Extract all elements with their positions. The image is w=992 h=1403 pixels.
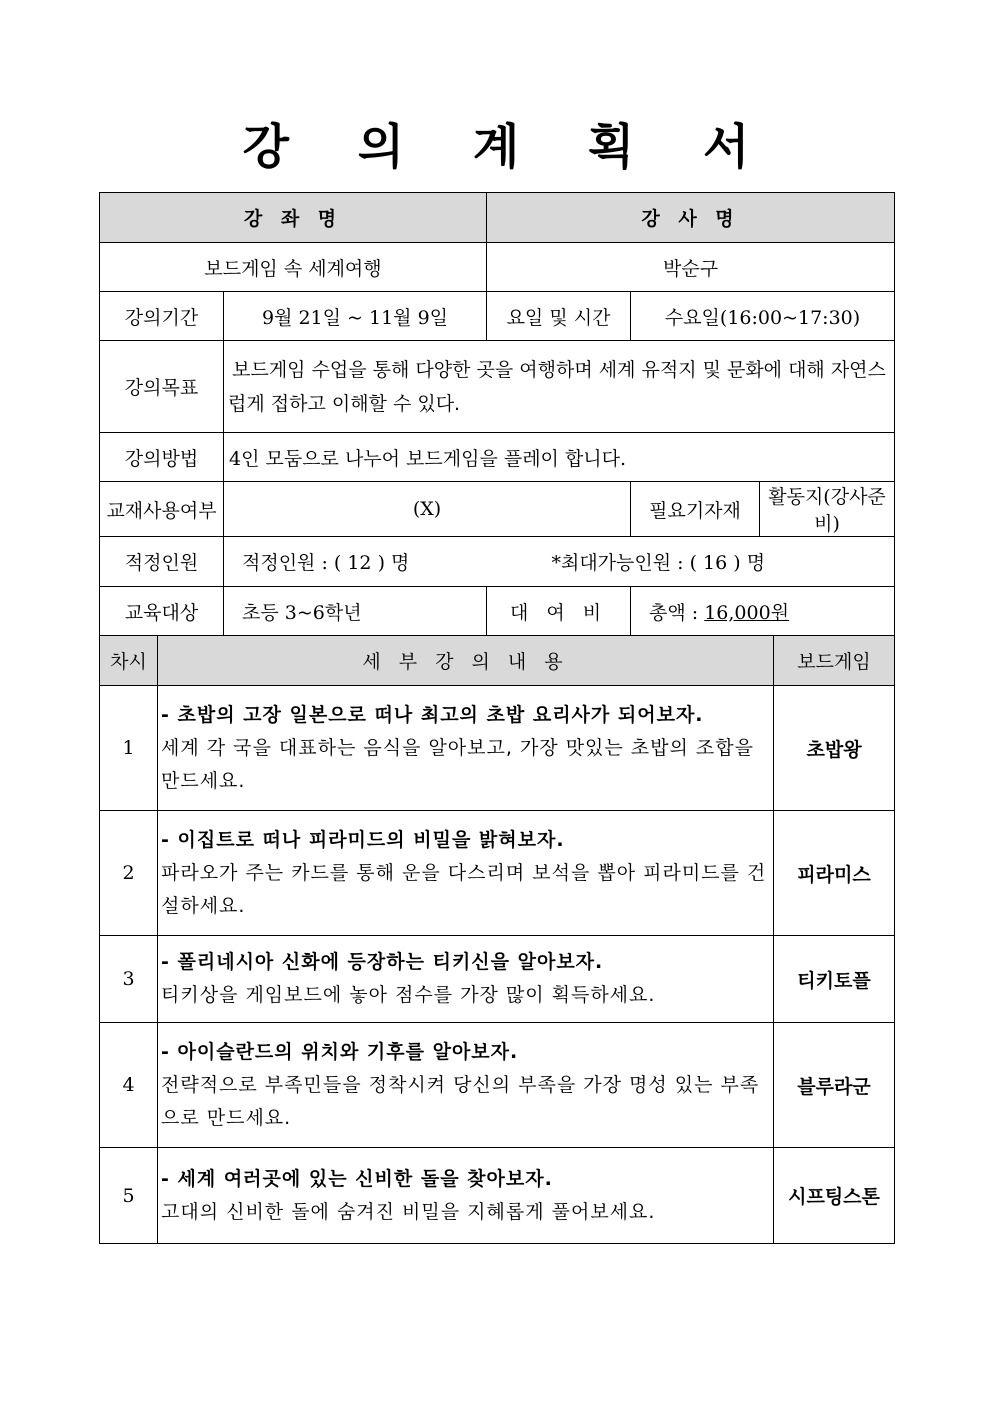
- period-label: 강의기간: [100, 292, 224, 341]
- equipment-label: 필요기자재: [631, 482, 760, 537]
- method-value: 4인 모둠으로 나누어 보드게임을 플레이 합니다.: [224, 433, 895, 482]
- session-game: 피라미스: [774, 811, 895, 936]
- capacity-recommended: 적정인원 : ( 12 ) 명: [242, 552, 410, 574]
- fee-amount: 16,000원: [704, 601, 790, 624]
- session-detail: [158, 811, 774, 936]
- session-row: [100, 1023, 895, 1148]
- session-game-header: 보드게임: [774, 636, 895, 686]
- session-row: [100, 811, 895, 936]
- day-time-label: 요일 및 시간: [487, 292, 631, 341]
- session-no: 3: [100, 936, 158, 1023]
- textbook-label: 교재사용여부: [100, 482, 224, 537]
- equipment-value: 활동지(강사준비): [760, 482, 895, 537]
- period-value: 9월 21일 ~ 11월 9일: [224, 292, 487, 341]
- session-no: 2: [100, 811, 158, 936]
- fee-prefix: 총액 :: [649, 601, 705, 624]
- session-desc: 세계 각 국을 대표하는 음식을 알아보고, 가장 맛있는 초밥의 조합을 만드세요.: [161, 736, 754, 792]
- page-title: 강 의 계 획 서: [242, 119, 776, 175]
- instructor-name: 박순구: [487, 243, 895, 292]
- capacity-value: [224, 537, 895, 587]
- session-detail: [158, 686, 774, 811]
- target-value: 초등 3~6학년: [224, 587, 487, 636]
- goal-value: 보드게임 수업을 통해 다양한 곳을 여행하며 세계 유적지 및 문화에 대해 자연스럽게 접하고 이해할 수 있다.: [224, 341, 895, 433]
- session-title: - 이집트로 떠나 피라미드의 비밀을 밝혀보자.: [161, 828, 565, 851]
- session-desc: 고대의 신비한 돌에 숨겨진 비밀을 지혜롭게 풀어보세요.: [161, 1200, 656, 1223]
- session-row: [100, 936, 895, 1023]
- session-no-header: 차시: [100, 636, 158, 686]
- fee-value: [631, 587, 895, 636]
- goal-label: 강의목표: [100, 341, 224, 433]
- textbook-value: (X): [224, 482, 631, 537]
- target-label: 교육대상: [100, 587, 224, 636]
- session-title: - 세계 여러곳에 있는 신비한 돌을 찾아보자.: [161, 1167, 553, 1190]
- session-title: - 초밥의 고장 일본으로 떠나 최고의 초밥 요리사가 되어보자.: [161, 703, 704, 726]
- session-game: 시프팅스톤: [774, 1148, 895, 1244]
- session-no: 5: [100, 1148, 158, 1244]
- session-title: - 폴리네시아 신화에 등장하는 티키신을 알아보자.: [161, 951, 604, 973]
- session-content-header: 세 부 강 의 내 용: [158, 636, 774, 686]
- capacity-max: *최대가능인원 : ( 16 ) 명: [551, 552, 766, 574]
- session-row: [100, 1148, 895, 1244]
- course-name: 보드게임 속 세계여행: [100, 243, 487, 292]
- session-title: - 아이슬란드의 위치와 기후를 알아보자.: [161, 1040, 519, 1063]
- session-desc: 파라오가 주는 카드를 통해 운을 다스리며 보석을 뽑아 피라미드를 건설하세요.: [161, 861, 767, 917]
- session-detail: [158, 1148, 774, 1244]
- session-game: 블루라군: [774, 1023, 895, 1148]
- session-detail: [158, 1023, 774, 1148]
- fee-label: 대 여 비: [487, 587, 631, 636]
- session-detail: [158, 936, 774, 1023]
- session-no: 1: [100, 686, 158, 811]
- session-no: 4: [100, 1023, 158, 1148]
- session-desc: 티키상을 게임보드에 놓아 점수를 가장 많이 획득하세요.: [161, 984, 656, 1006]
- session-row: [100, 686, 895, 811]
- method-label: 강의방법: [100, 433, 224, 482]
- lecture-plan-table: [99, 192, 895, 1244]
- course-name-header: 강 좌 명: [100, 193, 487, 243]
- day-time-value: 수요일(16:00~17:30): [631, 292, 895, 341]
- session-game: 티키토플: [774, 936, 895, 1023]
- instructor-header: 강 사 명: [487, 193, 895, 243]
- session-game: 초밥왕: [774, 686, 895, 811]
- capacity-label: 적정인원: [100, 537, 224, 587]
- session-desc: 전략적으로 부족민들을 정착시켜 당신의 부족을 가장 명성 있는 부족으로 만드세요.: [161, 1073, 760, 1129]
